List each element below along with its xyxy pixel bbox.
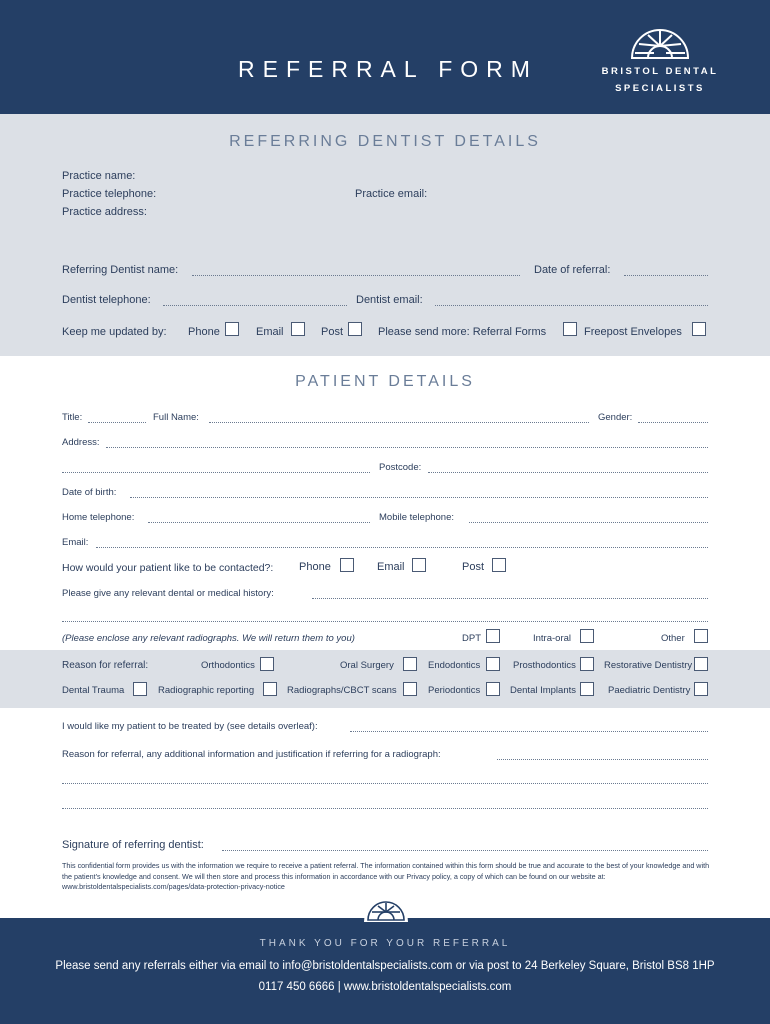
paediatric-checkbox[interactable] bbox=[694, 682, 708, 696]
mobile-telephone-field[interactable] bbox=[469, 522, 708, 523]
patient-title-field[interactable] bbox=[88, 422, 146, 423]
intra-oral-label: Intra-oral bbox=[533, 633, 572, 644]
radiographic-reporting-checkbox[interactable] bbox=[263, 682, 277, 696]
reason-info-field-line2[interactable] bbox=[62, 783, 708, 784]
other-label: Other bbox=[661, 633, 685, 644]
freepost-envelopes-label: Freepost Envelopes bbox=[584, 326, 682, 338]
date-of-referral-label: Date of referral: bbox=[534, 264, 611, 276]
patient-email-label: Email: bbox=[62, 537, 89, 548]
medical-history-label: Please give any relevant dental or medical history: bbox=[62, 588, 274, 599]
contact-email-label: Email bbox=[377, 561, 405, 573]
referring-dentist-name-label: Referring Dentist name: bbox=[62, 264, 179, 276]
oral-surgery-checkbox[interactable] bbox=[403, 657, 417, 671]
reason-info-field-line1[interactable] bbox=[497, 759, 708, 760]
prosthodontics-label: Prosthodontics bbox=[513, 660, 576, 671]
mobile-telephone-label: Mobile telephone: bbox=[379, 512, 454, 523]
gender-field[interactable] bbox=[638, 422, 708, 423]
dentist-section-title: REFERRING DENTIST DETAILS bbox=[229, 133, 541, 150]
endodontics-label: Endodontics bbox=[428, 660, 481, 671]
periodontics-label: Periodontics bbox=[428, 685, 481, 696]
dentist-email-label: Dentist email: bbox=[356, 294, 423, 306]
postcode-field[interactable] bbox=[428, 472, 708, 473]
update-post-checkbox[interactable] bbox=[348, 322, 362, 336]
patient-email-field[interactable] bbox=[96, 547, 708, 548]
medical-history-field-line2[interactable] bbox=[62, 621, 708, 622]
update-email-label: Email bbox=[256, 326, 284, 338]
reason-for-referral-label: Reason for referral: bbox=[62, 660, 149, 671]
address-label: Address: bbox=[62, 437, 100, 448]
contact-preference-label: How would your patient like to be contacted?: bbox=[62, 562, 274, 574]
practice-email-label: Practice email: bbox=[355, 188, 428, 200]
privacy-disclaimer: This confidential form provides us with the information we require to receive a patient referral. The information contained within this form should be true and accurate to the best of your knowledge and with the patient's knowledge and consent. We will then store and process this information in accordance with our Privacy policy, a copy of which can be found on our website at: www.bristoldentalspecialists.com/pages/data-protection-privacy-notice bbox=[62, 861, 710, 891]
footer-thank-you: THANK YOU FOR YOUR REFERRAL bbox=[259, 938, 511, 949]
other-checkbox[interactable] bbox=[694, 629, 708, 643]
oral-surgery-label: Oral Surgery bbox=[340, 660, 394, 671]
brand-logo bbox=[596, 26, 724, 94]
contact-email-checkbox[interactable] bbox=[412, 558, 426, 572]
reason-info-label: Reason for referral, any additional information and justification if referring for a radiograph: bbox=[62, 749, 441, 760]
orthodontics-label: Orthodontics bbox=[201, 660, 255, 671]
footer-fan-arch-icon bbox=[364, 898, 408, 922]
contact-post-label: Post bbox=[462, 561, 485, 573]
footer-contact: 0117 450 6666 | www.bristoldentalspecialists.com bbox=[258, 981, 512, 993]
signature-label: Signature of referring dentist: bbox=[62, 839, 204, 851]
radiographs-note: (Please enclose any relevant radiographs. We will return them to you) bbox=[62, 633, 355, 644]
address-field-line1[interactable] bbox=[106, 447, 708, 448]
dentist-telephone-field[interactable] bbox=[163, 305, 347, 306]
date-of-referral-field[interactable] bbox=[624, 275, 708, 276]
endodontics-checkbox[interactable] bbox=[486, 657, 500, 671]
postcode-label: Postcode: bbox=[379, 462, 422, 473]
logo-text-line1: BRISTOL DENTAL bbox=[601, 66, 719, 77]
full-name-field[interactable] bbox=[209, 422, 589, 423]
dental-implants-label: Dental Implants bbox=[510, 685, 577, 696]
referring-dentist-name-field[interactable] bbox=[192, 275, 520, 276]
referral-forms-checkbox[interactable] bbox=[563, 322, 577, 336]
dental-trauma-checkbox[interactable] bbox=[133, 682, 147, 696]
dentist-email-field[interactable] bbox=[435, 305, 708, 306]
intra-oral-checkbox[interactable] bbox=[580, 629, 594, 643]
contact-post-checkbox[interactable] bbox=[492, 558, 506, 572]
dpt-checkbox[interactable] bbox=[486, 629, 500, 643]
patient-section-title: PATIENT DETAILS bbox=[295, 373, 475, 390]
treated-by-field[interactable] bbox=[350, 731, 708, 732]
footer-address: Please send any referrals either via email to info@bristoldentalspecialists.com or via post to 24 Berkeley Square, Bristol BS8 1HP bbox=[55, 960, 715, 972]
footer-logo bbox=[364, 898, 408, 927]
orthodontics-checkbox[interactable] bbox=[260, 657, 274, 671]
prosthodontics-checkbox[interactable] bbox=[580, 657, 594, 671]
update-post-label: Post bbox=[321, 326, 344, 338]
freepost-envelopes-checkbox[interactable] bbox=[692, 322, 706, 336]
update-phone-label: Phone bbox=[188, 326, 220, 338]
dental-implants-checkbox[interactable] bbox=[580, 682, 594, 696]
reason-band bbox=[0, 650, 770, 708]
periodontics-checkbox[interactable] bbox=[486, 682, 500, 696]
practice-address-label: Practice address: bbox=[62, 206, 147, 218]
update-email-checkbox[interactable] bbox=[291, 322, 305, 336]
signature-field[interactable] bbox=[222, 850, 708, 851]
treated-by-label: I would like my patient to be treated by (see details overleaf): bbox=[62, 721, 318, 732]
logo-text-line2: SPECIALISTS bbox=[615, 83, 705, 94]
header-banner bbox=[0, 0, 770, 114]
cbct-scans-label: Radiographs/CBCT scans bbox=[287, 685, 397, 696]
contact-phone-checkbox[interactable] bbox=[340, 558, 354, 572]
practice-telephone-label: Practice telephone: bbox=[62, 188, 157, 200]
dob-label: Date of birth: bbox=[62, 487, 117, 498]
form-title: REFERRAL FORM bbox=[238, 56, 538, 82]
practice-name-label: Practice name: bbox=[62, 170, 136, 182]
update-phone-checkbox[interactable] bbox=[225, 322, 239, 336]
contact-phone-label: Phone bbox=[299, 561, 331, 573]
dob-field[interactable] bbox=[130, 497, 708, 498]
address-field-line2[interactable] bbox=[62, 472, 370, 473]
full-name-label: Full Name: bbox=[153, 412, 199, 423]
reason-info-field-line3[interactable] bbox=[62, 808, 708, 809]
send-more-referral-forms-label: Please send more: Referral Forms bbox=[378, 326, 547, 338]
dental-trauma-label: Dental Trauma bbox=[62, 685, 125, 696]
restorative-label: Restorative Dentistry bbox=[604, 660, 693, 671]
home-telephone-field[interactable] bbox=[148, 522, 370, 523]
patient-title-label: Title: bbox=[62, 412, 83, 423]
restorative-checkbox[interactable] bbox=[694, 657, 708, 671]
keep-updated-label: Keep me updated by: bbox=[62, 326, 167, 338]
fan-arch-logo-icon bbox=[628, 26, 692, 62]
radiographic-reporting-label: Radiographic reporting bbox=[158, 685, 255, 696]
cbct-scans-checkbox[interactable] bbox=[403, 682, 417, 696]
dpt-label: DPT bbox=[462, 633, 481, 644]
medical-history-field-line1[interactable] bbox=[312, 598, 708, 599]
paediatric-label: Paediatric Dentistry bbox=[608, 685, 691, 696]
gender-label: Gender: bbox=[598, 412, 633, 423]
home-telephone-label: Home telephone: bbox=[62, 512, 135, 523]
dentist-telephone-label: Dentist telephone: bbox=[62, 294, 151, 306]
